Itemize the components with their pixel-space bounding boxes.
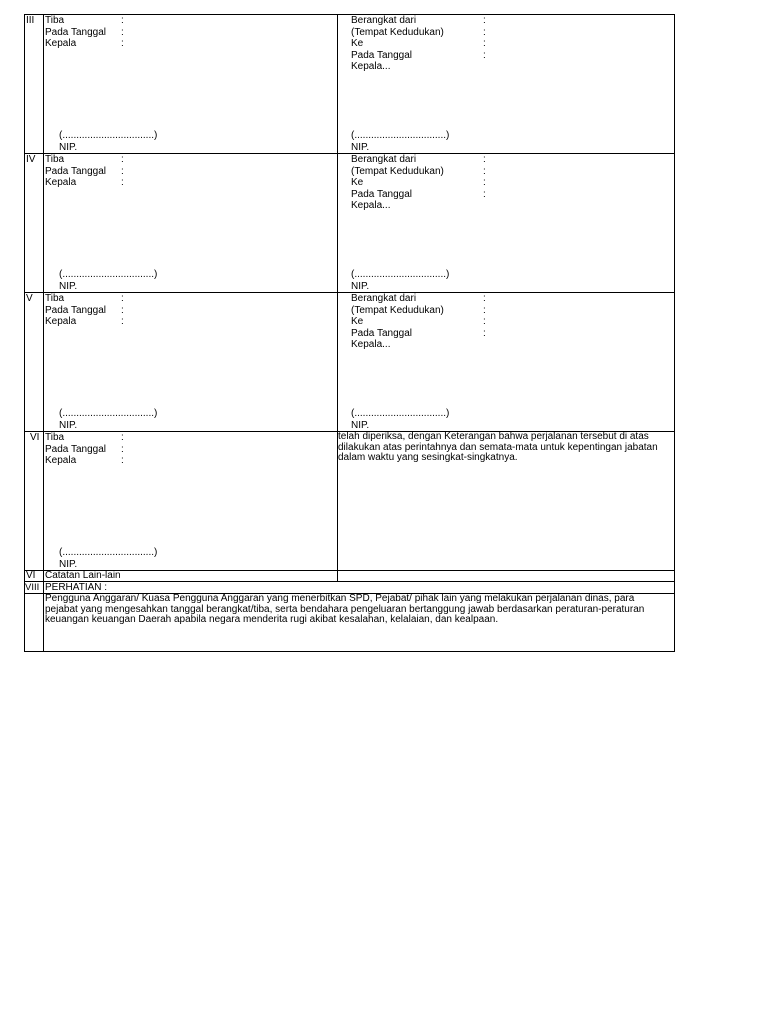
- travel-order-form: [24, 14, 675, 652]
- date-label: Pada Tanggal: [45, 443, 106, 455]
- colon: :: [121, 455, 124, 466]
- colon: :: [121, 26, 124, 38]
- section-row-3: [25, 15, 674, 154]
- destination-label: Ke: [351, 177, 364, 188]
- nip-label: NIP.: [59, 280, 78, 292]
- colon: :: [483, 49, 486, 61]
- date-label: Pada Tanggal: [45, 304, 106, 316]
- domicile-label: (Tempat Kedudukan): [351, 304, 444, 316]
- colon: :: [121, 177, 124, 188]
- nip-label: NIP.: [351, 280, 370, 292]
- head-label: Kepala: [45, 177, 77, 188]
- signature-line: (.................................): [59, 408, 158, 419]
- colon: :: [121, 443, 124, 455]
- nip-label: NIP.: [59, 141, 78, 153]
- signature-line: (.................................): [59, 547, 158, 558]
- colon: :: [121, 432, 124, 443]
- destination-label: Ke: [351, 316, 364, 327]
- date-label: Pada Tanggal: [45, 26, 106, 38]
- nip-label: NIP.: [351, 419, 370, 431]
- head-label: Kepala...: [351, 61, 391, 72]
- departure-from-label: Berangkat dari: [351, 293, 417, 304]
- arrival-label: Tiba: [45, 154, 65, 165]
- arrival-block: [44, 293, 338, 431]
- date-label: Pada Tanggal: [351, 188, 412, 200]
- colon: :: [483, 327, 486, 339]
- verification-text: telah diperiksa, dengan Keterangan bahwa perjalanan tersebut di atas dilakukan atas perintahnya dan semata-mata untuk kepentingan jabatan dalam waktu yang sesingkat-singkatnya.: [338, 431, 658, 463]
- colon: :: [121, 293, 124, 304]
- signature-line: (.................................): [59, 130, 158, 141]
- arrival-block: [44, 15, 338, 153]
- nip-label: NIP.: [59, 558, 78, 570]
- attention-label: PERHATIAN :: [45, 582, 108, 593]
- date-label: Pada Tanggal: [45, 165, 106, 177]
- attention-body-row: [25, 594, 674, 651]
- section-number: VI: [25, 571, 44, 581]
- domicile-label: (Tempat Kedudukan): [351, 165, 444, 177]
- destination-label: Ke: [351, 38, 364, 49]
- colon: :: [483, 304, 486, 316]
- section-row-5: [25, 293, 674, 432]
- section-number: V: [25, 293, 44, 431]
- nip-label: NIP.: [59, 419, 78, 431]
- departure-from-label: Berangkat dari: [351, 15, 417, 26]
- colon: :: [483, 177, 486, 188]
- colon: :: [483, 165, 486, 177]
- date-label: Pada Tanggal: [351, 327, 412, 339]
- arrival-label: Tiba: [45, 293, 65, 304]
- section-number: IV: [25, 154, 44, 292]
- notes-value-cell: [338, 571, 674, 581]
- signature-line: (.................................): [59, 269, 158, 280]
- arrival-label: Tiba: [45, 15, 65, 26]
- head-label: Kepala...: [351, 200, 391, 211]
- attention-body-cell: [44, 594, 674, 651]
- colon: :: [483, 188, 486, 200]
- colon: :: [121, 15, 124, 26]
- section-number: III: [25, 15, 44, 153]
- departure-from-label: Berangkat dari: [351, 154, 417, 165]
- section-number-empty: [25, 594, 44, 651]
- arrival-block: [44, 154, 338, 292]
- notes-label: Catatan Lain-lain: [45, 570, 121, 581]
- signature-line: (.................................): [351, 408, 450, 419]
- departure-block: [338, 293, 674, 431]
- section-number: VIII: [25, 582, 44, 593]
- arrival-block: [44, 432, 338, 570]
- domicile-label: (Tempat Kedudukan): [351, 26, 444, 38]
- section-row-6: [25, 432, 674, 571]
- colon: :: [121, 316, 124, 327]
- arrival-label: Tiba: [45, 432, 65, 443]
- colon: :: [121, 38, 124, 49]
- colon: :: [483, 26, 486, 38]
- colon: :: [121, 165, 124, 177]
- colon: :: [483, 15, 486, 26]
- verification-block: [338, 432, 674, 570]
- attention-text: Pengguna Anggaran/ Kuasa Pengguna Anggaran yang menerbitkan SPD, Pejabat/ pihak lain yang melakukan perjalanan dinas, para pejabat yang mengesahkan tanggal berangkat/tiba, serta bendahara pengeluaran bertanggung jawab berdasarkan peraturan-peraturan keuangan keuangan Daerah apabila negara menderita rugi akibat kesalahan, kelalaian, dan kealpaan.: [45, 593, 645, 625]
- head-label: Kepala: [45, 316, 77, 327]
- notes-label-cell: [44, 571, 338, 581]
- signature-line: (.................................): [351, 130, 450, 141]
- colon: :: [483, 316, 486, 327]
- attention-header-cell: [44, 582, 674, 593]
- head-label: Kepala: [45, 38, 77, 49]
- nip-label: NIP.: [351, 141, 370, 153]
- colon: :: [483, 154, 486, 165]
- date-label: Pada Tanggal: [351, 49, 412, 61]
- colon: :: [483, 293, 486, 304]
- colon: :: [121, 154, 124, 165]
- section-number: VI: [25, 432, 44, 570]
- notes-row: [25, 571, 674, 582]
- head-label: Kepala: [45, 455, 77, 466]
- head-label: Kepala...: [351, 339, 391, 350]
- section-row-4: [25, 154, 674, 293]
- signature-line: (.................................): [351, 269, 450, 280]
- colon: :: [483, 38, 486, 49]
- colon: :: [121, 304, 124, 316]
- departure-block: [338, 15, 674, 153]
- departure-block: [338, 154, 674, 292]
